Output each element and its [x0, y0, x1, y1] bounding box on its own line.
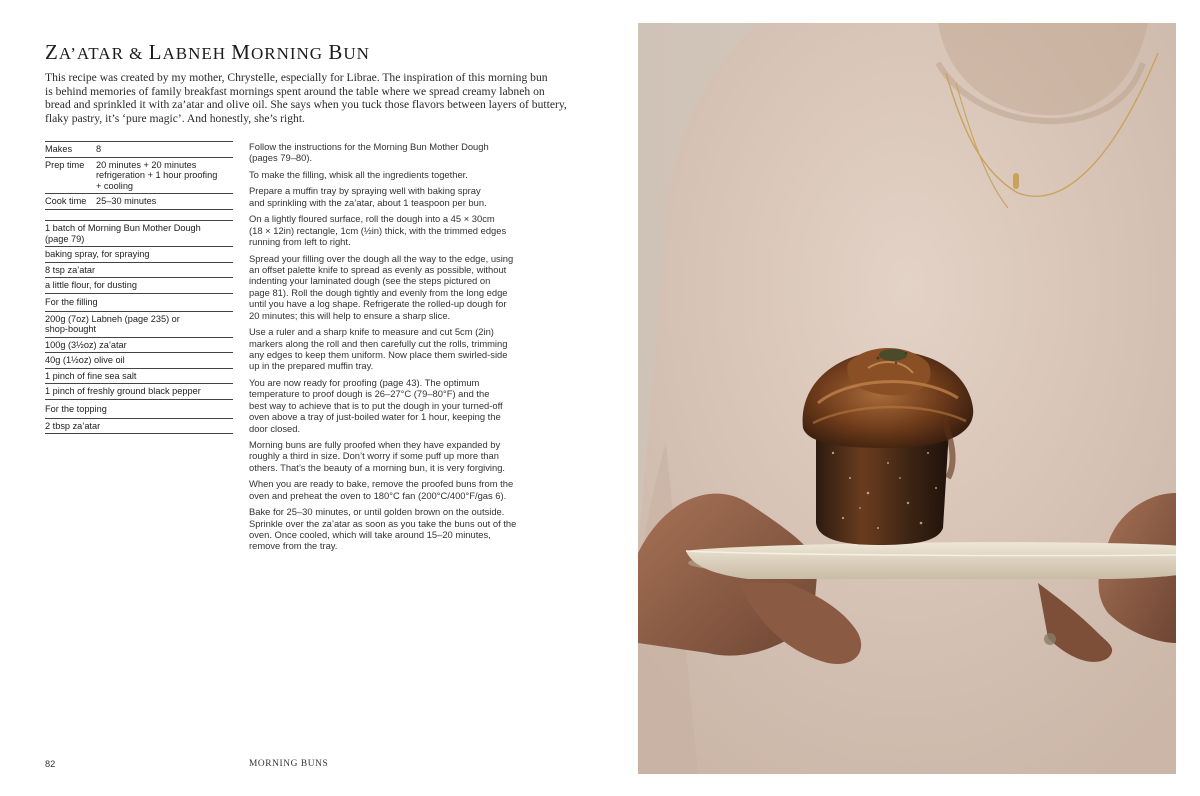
- ingredient-item: a little flour, for dusting: [45, 278, 233, 294]
- ingredient-list-filling: [45, 297, 233, 400]
- topping-heading: For the topping: [45, 404, 107, 414]
- recipe-intro: This recipe was created by my mother, Chrystelle, especially for Librae. The inspiration of this morning bun is behind memories of family breakfast mornings spent around the table where we spread creamy labneh on bread and sprinkled it with za’atar and olive oil. She says when you tuck those flavors between layers of buttery, flaky pastry, it’s ‘pure magic’. And honestly, she’s right.: [45, 71, 567, 125]
- ingredient-item: 1 pinch of fine sea salt: [45, 369, 233, 385]
- method-step: Prepare a muffin tray by spraying well with baking spray and sprinkling with the za’atar, about 1 teaspoon per bun.: [249, 185, 487, 208]
- ingredient-item: baking spray, for spraying: [45, 247, 233, 263]
- morning-bun-photo: [638, 23, 1176, 774]
- method-step: Follow the instructions for the Morning Bun Mother Dough (pages 79–80).: [249, 141, 489, 164]
- method-step: Bake for 25–30 minutes, or until golden brown on the outside. Sprinkle over the za’atar as soon as you take the buns out of the oven. Once cooled, which will take around 15–20 minutes, remove from the tray.: [249, 506, 517, 552]
- ingredient-item: 1 batch of Morning Bun Mother Dough (page 79): [45, 220, 233, 247]
- ingredient-list-main: [45, 220, 233, 294]
- page-number: 82: [45, 759, 56, 769]
- method-step: You are now ready for proofing (page 43). The optimum temperature to proof dough is 26–27°C (79–80°F) and the best way to achieve that is to put the dough in your turned-off oven above a tray of just-boiled water for 1 hour, keeping the door closed.: [249, 376, 503, 434]
- ingredient-list-topping: [45, 404, 233, 434]
- recipe-title: ZA’ATAR & LABNEH MORNING BUN: [45, 40, 370, 64]
- method-steps: [249, 141, 549, 557]
- method-step: When you are ready to bake, remove the proofed buns from the oven and preheat the oven to 180°C fan (200°C/400°F/gas 6).: [249, 478, 514, 501]
- method-step: Morning buns are fully proofed when they have expanded by roughly a third in size. Don’t worry if some puff up more than others. That’s the beauty of a morning bun, it is very forgiving.: [249, 439, 506, 473]
- meta-row-prep-time: Prep time 20 minutes + 20 minutes refrigeration + 1 hour proofing + cooling: [45, 157, 233, 194]
- ingredient-item: 1 pinch of freshly ground black pepper: [45, 384, 233, 400]
- ingredient-item: 40g (1½oz) olive oil: [45, 353, 233, 369]
- ingredient-item: 2 tbsp za’atar: [45, 418, 233, 435]
- method-step: Spread your filling over the dough all the way to the edge, using an offset palette knife to spread as evenly as possible, without indenting your laminated dough (see the steps pictured on page 81). Roll the dough tightly and evenly from the long edge until you have a log shape. Refrigerate the rolled-up dough for 20 minutes; this will help to ensure a sharp slice.: [249, 252, 514, 321]
- ingredient-item: 200g (7oz) Labneh (page 235) or shop-bought: [45, 311, 233, 338]
- running-head: MORNING BUNS: [249, 759, 329, 769]
- recipe-meta-table: [45, 141, 233, 210]
- method-step: On a lightly floured surface, roll the dough into a 45 × 30cm (18 × 12in) rectangle, 1cm (½in) thick, with the trimmed edges running from left to right.: [249, 213, 507, 248]
- method-step: To make the filling, whisk all the ingredients together.: [249, 168, 468, 180]
- ingredient-item: 8 tsp za’atar: [45, 263, 233, 279]
- filling-heading: For the filling: [45, 297, 98, 307]
- method-step: Use a ruler and a sharp knife to measure and cut 5cm (2in) markers along the roll and then carefully cut the rolls, trimming any edges to keep them uniform. Now place them swirled-side up in the prepared muffin tray.: [249, 326, 508, 372]
- ingredient-item: 100g (3½oz) za’atar: [45, 338, 233, 354]
- meta-row-makes: Makes 8: [45, 142, 233, 158]
- meta-row-cook-time: Cook time 25–30 minutes: [45, 194, 233, 210]
